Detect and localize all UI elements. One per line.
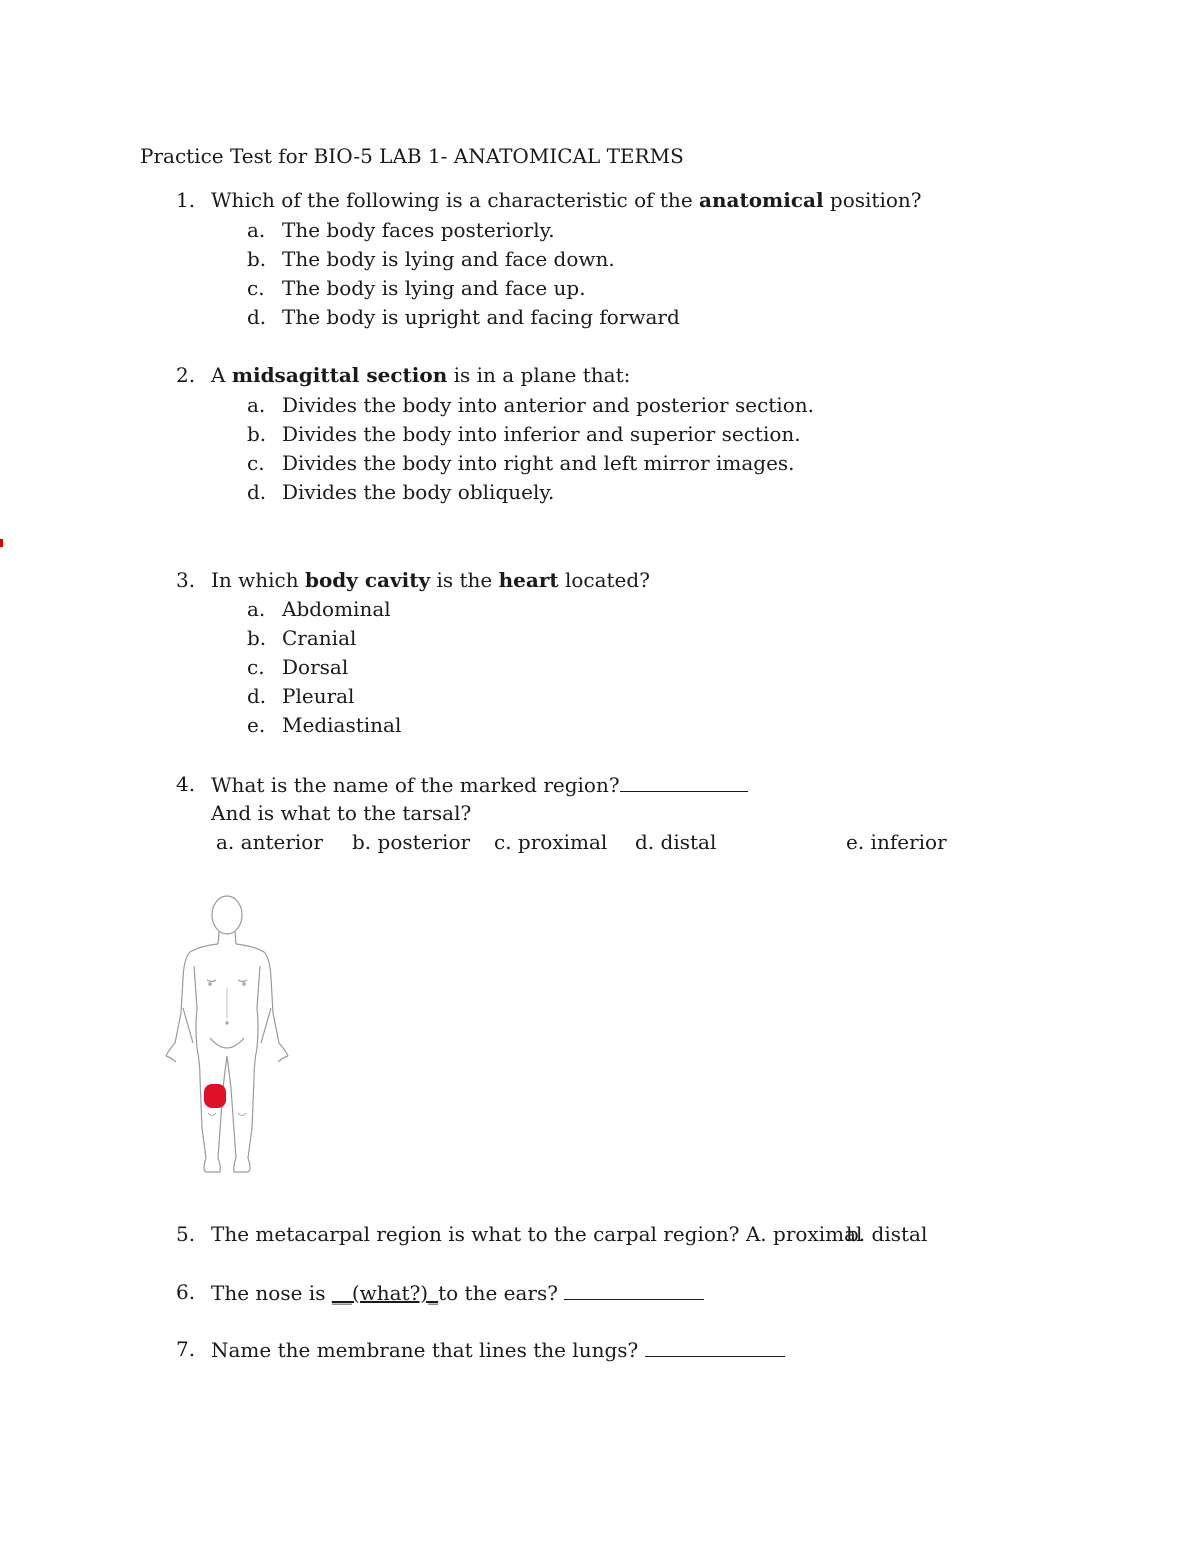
q2-option-a: Divides the body into anterior and posterior section. (282, 393, 814, 417)
q7-number: 7. (176, 1337, 196, 1361)
q3-option-letter: e. (247, 713, 266, 737)
q2-option-letter: a. (247, 393, 266, 417)
q2-option-c: Divides the body into right and left mirror images. (282, 451, 795, 475)
q1-option-letter: d. (247, 305, 267, 329)
nipple-left (209, 983, 211, 985)
q6-text: The nose is __(what?)_to the ears? (211, 1280, 704, 1305)
q1-option-letter: c. (247, 276, 265, 300)
q2-option-letter: b. (247, 422, 267, 446)
margin-mark (0, 539, 3, 547)
q3-option-letter: a. (247, 597, 266, 621)
q1-option-b: The body is lying and face down. (282, 247, 615, 271)
q5-option-b: b. distal (846, 1222, 928, 1246)
marked-region (204, 1084, 226, 1108)
q3-option-d: Pleural (282, 684, 355, 708)
q2-option-b: Divides the body into inferior and superior section. (282, 422, 801, 446)
knee-lines (208, 1113, 246, 1116)
q4-line1: What is the name of the marked region? (211, 772, 748, 797)
q2-number: 2. (176, 363, 196, 387)
answer-blank (645, 1337, 785, 1357)
q1-option-c: The body is lying and face up. (282, 276, 586, 300)
q1-number: 1. (176, 188, 196, 212)
head-outline (212, 896, 242, 934)
q2-text: A midsagittal section is in a plane that: (211, 363, 631, 387)
chest-lines (207, 980, 247, 982)
q5-text: The metacarpal region is what to the carpal region? A. proximal (211, 1222, 863, 1246)
q4-option-b: b. posterior (352, 830, 471, 854)
q3-option-letter: c. (247, 655, 265, 679)
q3-option-e: Mediastinal (282, 713, 402, 737)
q4-option-e: e. inferior (846, 830, 947, 854)
nipple-right (243, 983, 245, 985)
q5-number: 5. (176, 1222, 196, 1246)
q2-option-letter: d. (247, 480, 267, 504)
q2-option-d: Divides the body obliquely. (282, 480, 555, 504)
q1-text: Which of the following is a characteristic of the anatomical position? (211, 188, 922, 212)
q4-option-a: a. anterior (216, 830, 323, 854)
left-leg-outline (197, 1048, 227, 1172)
q1-option-letter: b. (247, 247, 267, 271)
q3-number: 3. (176, 568, 196, 592)
q3-option-c: Dorsal (282, 655, 349, 679)
answer-blank (564, 1280, 704, 1300)
q4-number: 4. (176, 772, 196, 796)
q1-option-letter: a. (247, 218, 266, 242)
q3-text: In which body cavity is the heart located? (211, 568, 650, 592)
body-figure (150, 888, 300, 1188)
navel (226, 1022, 228, 1024)
right-leg-outline (227, 1048, 257, 1172)
q1-option-a: The body faces posteriorly. (282, 218, 555, 242)
q7-text: Name the membrane that lines the lungs? (211, 1337, 785, 1362)
q2-option-letter: c. (247, 451, 265, 475)
q3-option-letter: b. (247, 626, 267, 650)
q4-line2: And is what to the tarsal? (211, 801, 472, 825)
groin-line (210, 1038, 244, 1048)
q4-option-c: c. proximal (494, 830, 608, 854)
q3-option-letter: d. (247, 684, 267, 708)
q3-option-b: Cranial (282, 626, 357, 650)
q6-number: 6. (176, 1280, 196, 1304)
page-title: Practice Test for BIO-5 LAB 1- ANATOMICAL TERMS (140, 144, 684, 168)
answer-blank (620, 772, 748, 792)
q3-option-a: Abdominal (282, 597, 391, 621)
q1-option-d: The body is upright and facing forward (282, 305, 680, 329)
q4-option-d: d. distal (635, 830, 717, 854)
